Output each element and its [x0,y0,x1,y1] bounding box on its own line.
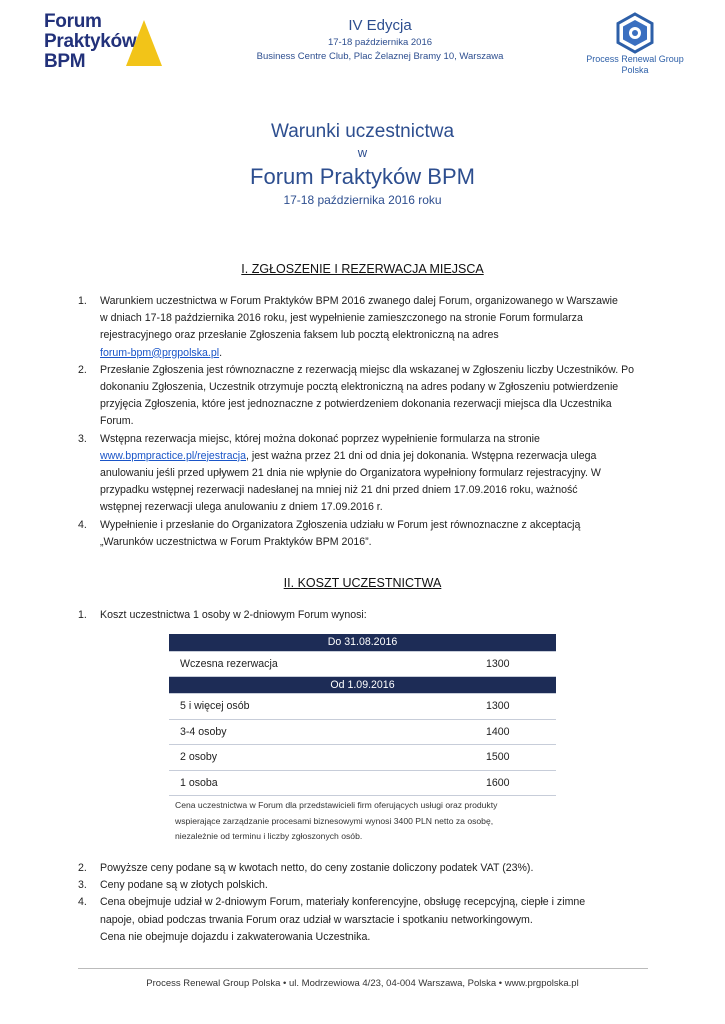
list-item [78,293,653,362]
registration-link[interactable]: www.bpmpractice.pl/rejestracja [100,449,247,462]
item-line: Cena obejmuje udział w 2-dniowym Forum, materiały konferencyjne, obsługę recepcyjną, ciepłe i zimne [100,896,586,909]
table-row [169,719,556,745]
item-number: 2. [78,862,87,874]
table-cell-value: 1300 [486,651,556,677]
item-line: Koszt uczestnictwa 1 osoby w 2-dniowym Forum wynosi: [100,609,367,621]
item-line: przyjęcia Zgłoszenia, które jest jednoznaczne z potwierdzeniem dokonania rezerwacji miejsca dla Uczestnika [100,398,612,411]
item-number: 2. [78,363,87,376]
item-number: 3. [78,879,87,892]
edition-dates: 17-18 października 2016 [327,37,433,48]
item-text: . [219,346,223,359]
table-cell-value: 1400 [486,719,556,745]
logo-text-line2: Praktyków [44,31,137,52]
table-row [169,651,556,677]
prg-logo [585,12,685,82]
list-item [78,362,653,431]
edition-info [250,16,510,64]
list-item [78,431,653,517]
title-line4: 17-18 października 2016 roku [283,193,442,207]
list-item [78,894,653,946]
logo-text-line1: Forum [44,11,102,32]
item-line: rejestracyjnego oraz przesłanie Zgłoszenia faksem lub pocztą elektroniczną na adres [100,329,499,342]
forum-logo [44,12,154,74]
item-line: Ceny podane są w złotych polskich. [100,879,268,892]
item-number: 3. [78,432,87,445]
item-line: Wstępna rezerwacja miejsc, której można dokonać poprzez wypełnienie formularza na stronie [100,432,540,445]
item-number: 1. [78,295,87,307]
item-line: Powyższe ceny podane są w kwotach netto, do ceny zostanie doliczony podatek VAT (23%). [100,862,534,874]
table-cell-value: 1500 [486,745,556,771]
section1-list [78,293,653,551]
list-item [78,517,653,551]
table-cell-label: 3-4 osoby [169,719,486,745]
title-line2: w [357,145,368,160]
item-line: w dniach 17-18 października 2016 roku, jest wypełnienie zamieszczonego na stronie Forum formularza [100,312,583,325]
edition-venue: Business Centre Club, Plac Żelaznej Bramy 10, Warszawa [256,51,504,62]
title-line3: Forum Praktyków BPM [250,164,475,189]
table-header-cell: Do 31.08.2016 [169,634,556,651]
table-cell-label: 2 osoby [169,745,486,771]
table-cell-label: 5 i więcej osób [169,694,486,720]
item-number: 4. [78,518,87,531]
list-item [78,607,653,624]
item-line: wstępnej rezerwacji ulega anulowaniu z dniem 17.09.2016 r. [100,501,383,514]
item-line: Cena nie obejmuje dojazdu i zakwaterowania Uczestnika. [100,930,371,943]
logo-triangle-icon [126,20,162,66]
item-line: dokonaniu Zgłoszenia, Uczestnik otrzymuje pocztą elektroniczną na adres podany w Zgłoszeniu potwierdzenie [100,381,619,394]
section2-heading: II. KOSZT UCZESTNICTWA [283,576,442,590]
list-item [78,860,653,877]
table-cell-value: 1300 [486,694,556,720]
footer-text: Process Renewal Group Polska • ul. Modrzewiowa 4/23, 04-004 Warszawa, Polska • www.prgpolska.pl [146,978,579,989]
table-cell-value: 1600 [486,770,556,796]
document-title [0,120,725,208]
email-link[interactable]: forum-bpm@prgpolska.pl [100,346,220,359]
price-table [169,634,556,796]
item-line: Wypełnienie i przesłanie do Organizatora Zgłoszenia udziału w Forum jest równoznaczne z akceptacją [100,518,581,531]
section2-list [78,860,653,946]
note-line: Cena uczestnictwa w Forum dla przedstawicieli firm oferujących usługi oraz produkty [175,800,498,810]
edition-title: IV Edycja [348,17,412,34]
section2-list-intro [78,607,653,624]
hexagon-gear-icon [614,12,656,54]
item-line: Przesłanie Zgłoszenia jest równoznaczne z rezerwacją miejsc dla wskazanej w Zgłoszeniu liczby Uczestników. Po [100,363,635,376]
note-line: niezależnie od terminu i liczby zgłoszonych osób. [175,831,363,841]
table-header-row [169,634,556,651]
table-row [169,745,556,771]
table-header-row [169,677,556,694]
table-row [169,770,556,796]
item-line: Warunkiem uczestnictwa w Forum Praktyków BPM 2016 zwanego dalej Forum, organizowanego w Warszawie [100,295,618,307]
item-line: napoje, obiad podczas trwania Forum oraz udział w warsztacie i spotkaniu networkingowym. [100,913,533,926]
table-cell-label: 1 osoba [169,770,486,796]
item-line: przypadku wstępnej rezerwacji nadesłanej na mniej niż 21 dni przed dniem 17.09.2016 roku, ważność [100,484,578,497]
item-number: 1. [78,609,87,621]
prg-logo-line1: Process Renewal Group [586,54,684,64]
item-line: „Warunków uczestnictwa w Forum Praktyków BPM 2016”. [100,535,372,548]
table-row [169,694,556,720]
footer-divider [78,968,648,969]
logo-text-line3: BPM [44,51,86,72]
item-text: , jest ważna przez 21 dni od dnia jej dokonania. Wstępna rezerwacja ulega [246,449,597,462]
table-cell-label: Wczesna rezerwacja [169,651,486,677]
note-line: wspierające zarządzanie procesami biznesowymi wynosi 3400 PLN netto za osobę, [175,815,494,826]
item-number: 4. [78,896,87,909]
item-line: Forum. [100,415,134,428]
section1-heading: I. ZGŁOSZENIE I REZERWACJA MIEJSCA [241,262,484,276]
pricing-note [175,798,565,845]
item-line: anulowaniu jeśli przed upływem 21 dnia nie wpłynie do Organizatora wypełniony formularz rejestracyjny. W [100,467,601,480]
prg-logo-line2: Polska [621,65,649,75]
title-line1: Warunki uczestnictwa [270,121,455,142]
list-item [78,877,653,894]
table-header-cell: Od 1.09.2016 [169,677,556,694]
